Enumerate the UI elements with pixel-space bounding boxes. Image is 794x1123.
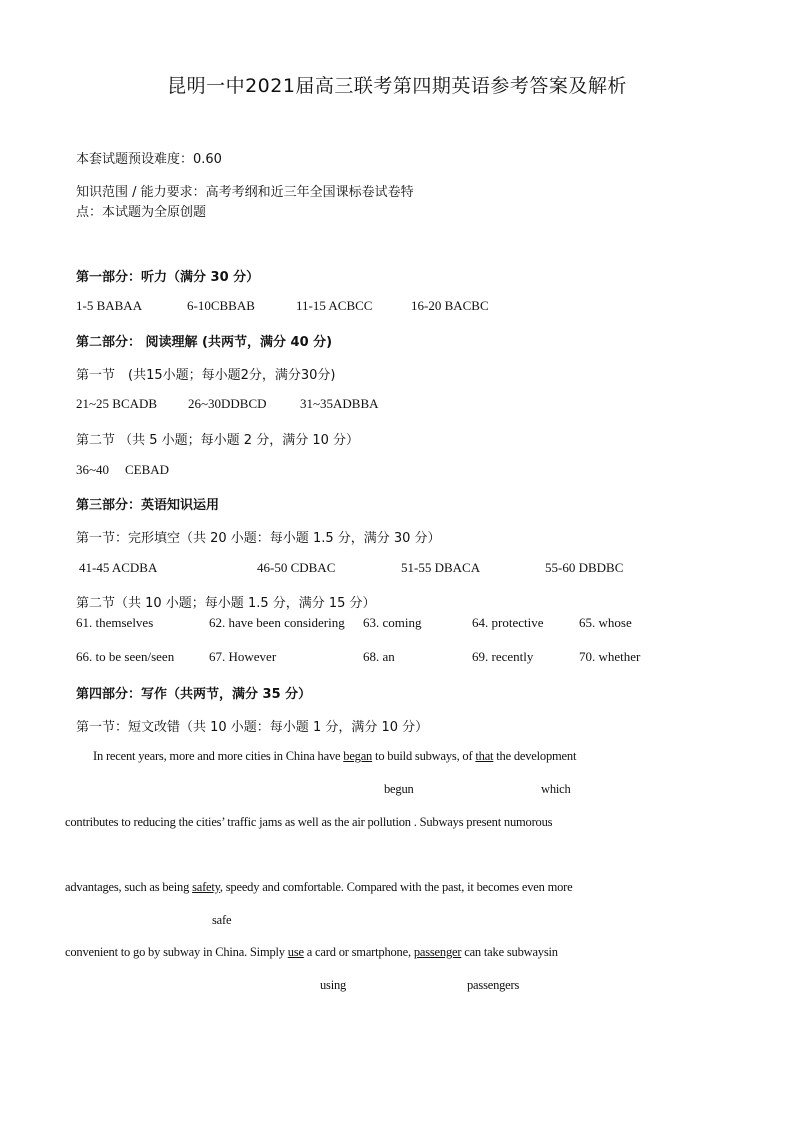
- essay-error-word: safety: [192, 880, 220, 894]
- part2-sec1-answer: 26~30DDBCD: [188, 396, 267, 411]
- part3-sec2-answer: 69. recently: [472, 649, 534, 664]
- part1-answer: 1-5 BABAA: [76, 298, 143, 313]
- part4-sec1-heading: 第一节：短文改错（共 10 小题：每小题 1 分，满分 10 分）: [76, 720, 429, 735]
- part2-sec1-heading: 第一节 (共15小题；每小题2分，满分30分): [76, 368, 336, 383]
- part1-answer: 6-10CBBAB: [187, 298, 255, 313]
- essay-text: can take subwaysin: [461, 945, 558, 959]
- part3-sec2-answer: 64. protective: [472, 615, 544, 630]
- part3-heading: 第三部分：英语知识运用: [76, 498, 220, 513]
- part1-heading: 第一部分：听力（满分 30 分）: [76, 270, 260, 285]
- part3-sec2-answer: 68. an: [363, 649, 395, 664]
- scope-text-line2: 点：本试题为全原创题: [76, 205, 207, 220]
- essay-text: , speedy and comfortable. Compared with the past, it becomes even more: [219, 880, 573, 894]
- essay-error-word: use: [287, 945, 304, 959]
- part3-sec2-heading: 第二节（共 10 小题；每小题 1.5 分，满分 15 分）: [76, 596, 376, 611]
- part2-sec2-answer-range: 36~40: [76, 462, 110, 477]
- essay-text: In recent years, more and more cities in China have: [93, 749, 344, 763]
- essay-error-word: began: [343, 749, 373, 763]
- page-title: 昆明一中2021届高三联考第四期英语参考答案及解析: [167, 75, 627, 97]
- essay-line-4: [65, 945, 558, 960]
- part4-heading: 第四部分：写作（共两节，满分 35 分）: [76, 687, 312, 702]
- part3-sec2-answer: 66. to be seen/seen: [76, 649, 175, 664]
- part3-sec2-answer: 62. have been considering: [209, 615, 345, 630]
- part1-answer: 11-15 ACBCC: [296, 298, 373, 313]
- essay-error-word: passenger: [413, 945, 462, 959]
- essay-correction: safe: [212, 913, 232, 927]
- essay-text: convenient to go by subway in China. Simply: [65, 945, 288, 959]
- part3-sec2-answer: 70. whether: [579, 649, 641, 664]
- essay-line-3: [65, 880, 572, 895]
- part3-sec2-answer: 67. However: [209, 649, 277, 664]
- difficulty-text: 本套试题预设难度：0.60: [76, 152, 222, 167]
- essay-correction: passengers: [467, 978, 520, 992]
- scope-text-line1: 知识范围 / 能力要求：高考考纲和近三年全国课标卷试卷特: [76, 185, 414, 200]
- essay-line-1: [93, 749, 576, 764]
- essay-text: advantages, such as being: [65, 880, 193, 894]
- essay-correction: using: [320, 978, 347, 992]
- part3-sec1-answer: 55-60 DBDBC: [545, 560, 624, 575]
- part3-sec2-answer: 63. coming: [363, 615, 422, 630]
- essay-line-2: contributes to reducing the cities’ traffic jams as well as the air pollution . Subways present numorous: [65, 815, 553, 829]
- essay-correction: begun: [384, 782, 414, 796]
- part3-sec1-answer: 51-55 DBACA: [401, 560, 481, 575]
- part2-sec1-answer: 31~35ADBBA: [300, 396, 379, 411]
- essay-error-word: that: [475, 749, 494, 763]
- part3-sec1-answer: 46-50 CDBAC: [257, 560, 336, 575]
- part2-heading: 第二部分： 阅读理解 (共两节，满分 40 分): [76, 335, 333, 350]
- part2-sec2-answer-value: CEBAD: [125, 462, 170, 477]
- part2-sec2-heading: 第二节 （共 5 小题；每小题 2 分，满分 10 分）: [76, 433, 360, 448]
- part3-sec1-answer: 41-45 ACDBA: [79, 560, 158, 575]
- part3-sec2-answer: 61. themselves: [76, 615, 154, 630]
- essay-correction: which: [541, 782, 571, 796]
- essay-text: to build subways, of: [372, 749, 476, 763]
- essay-text: a card or smartphone,: [303, 945, 414, 959]
- part3-sec2-answer: 65. whose: [579, 615, 632, 630]
- part1-answer: 16-20 BACBC: [411, 298, 489, 313]
- part3-sec1-heading: 第一节：完形填空（共 20 小题：每小题 1.5 分，满分 30 分）: [76, 531, 441, 546]
- essay-text: the development: [493, 749, 577, 763]
- part2-sec1-answer: 21~25 BCADB: [76, 396, 158, 411]
